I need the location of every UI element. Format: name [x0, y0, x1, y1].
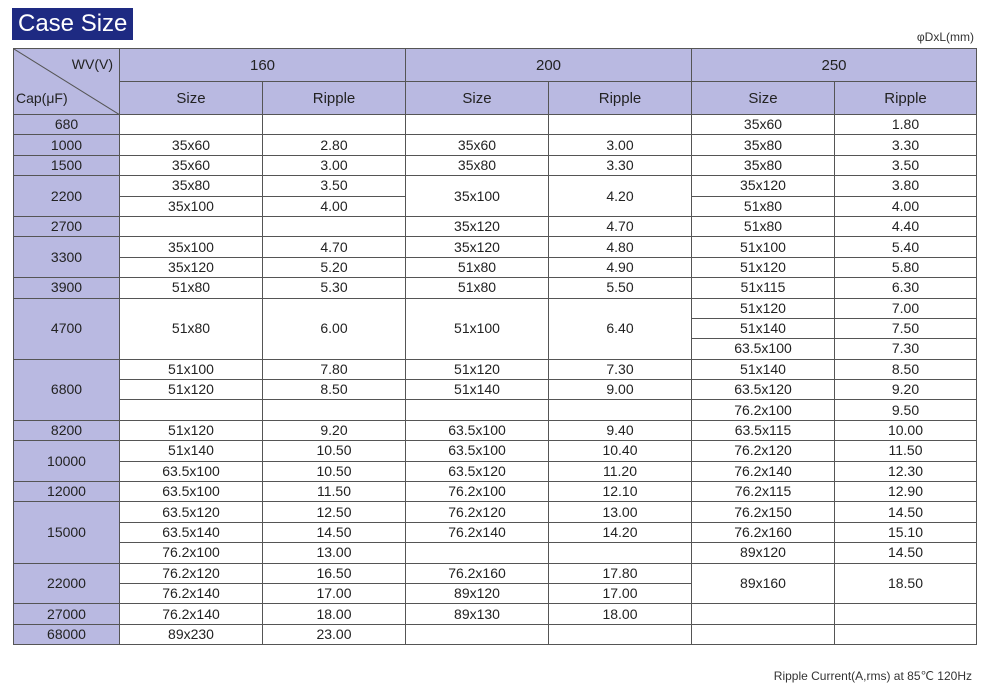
size-cell: 35x120 — [406, 237, 549, 257]
footer-note: Ripple Current(A,rms) at 85℃ 120Hz — [773, 669, 972, 683]
ripple-cell: 4.20 — [549, 176, 692, 217]
empty-cell — [549, 543, 692, 563]
ripple-cell: 9.20 — [263, 420, 406, 440]
size-cell: 35x80 — [692, 135, 835, 155]
ripple-cell: 10.00 — [835, 420, 977, 440]
unit-note: φDxL(mm) — [916, 30, 974, 44]
wv-label: WV(V) — [71, 56, 113, 72]
empty-cell — [263, 400, 406, 420]
empty-cell — [549, 400, 692, 420]
size-cell: 51x100 — [406, 298, 549, 359]
subheader-row — [14, 82, 977, 115]
table-row — [14, 563, 977, 583]
ripple-cell: 7.30 — [549, 359, 692, 379]
size-cell: 51x120 — [120, 380, 263, 400]
cap-cell: 2700 — [14, 216, 120, 236]
table-row — [14, 420, 977, 440]
ripple-cell: 14.50 — [835, 543, 977, 563]
size-cell: 63.5x100 — [120, 482, 263, 502]
ripple-cell: 3.30 — [549, 155, 692, 175]
ripple-header: Ripple — [835, 82, 977, 115]
cap-cell: 12000 — [14, 482, 120, 502]
table-row — [14, 380, 977, 400]
cap-cell: 3900 — [14, 278, 120, 298]
empty-cell — [120, 400, 263, 420]
size-cell: 51x140 — [120, 441, 263, 461]
ripple-header: Ripple — [263, 82, 406, 115]
ripple-cell: 7.00 — [835, 298, 977, 318]
size-cell: 76.2x120 — [120, 563, 263, 583]
table-row — [14, 237, 977, 257]
size-cell: 89x130 — [406, 604, 549, 624]
size-cell: 35x100 — [120, 237, 263, 257]
ripple-cell: 3.50 — [835, 155, 977, 175]
size-cell: 35x100 — [120, 196, 263, 216]
size-cell: 51x120 — [692, 298, 835, 318]
ripple-cell: 5.50 — [549, 278, 692, 298]
empty-cell — [692, 624, 835, 644]
size-cell: 35x60 — [120, 155, 263, 175]
ripple-cell: 6.00 — [263, 298, 406, 359]
size-cell: 35x100 — [406, 176, 549, 217]
ripple-cell: 12.10 — [549, 482, 692, 502]
ripple-cell: 5.40 — [835, 237, 977, 257]
size-cell: 51x80 — [406, 278, 549, 298]
ripple-cell: 16.50 — [263, 563, 406, 583]
ripple-cell: 9.50 — [835, 400, 977, 420]
size-cell: 51x100 — [120, 359, 263, 379]
ripple-cell: 12.90 — [835, 482, 977, 502]
empty-cell — [549, 115, 692, 135]
table-row — [14, 278, 977, 298]
size-cell: 51x80 — [120, 298, 263, 359]
size-cell: 51x140 — [692, 318, 835, 338]
size-cell: 63.5x140 — [120, 522, 263, 542]
table-row — [14, 400, 977, 420]
table-row — [14, 543, 977, 563]
size-cell: 63.5x100 — [406, 441, 549, 461]
ripple-header: Ripple — [549, 82, 692, 115]
size-cell: 35x120 — [406, 216, 549, 236]
ripple-cell: 9.40 — [549, 420, 692, 440]
ripple-cell: 15.10 — [835, 522, 977, 542]
ripple-cell: 18.50 — [835, 563, 977, 604]
ripple-cell: 4.70 — [263, 237, 406, 257]
size-cell: 63.5x120 — [120, 502, 263, 522]
ripple-cell: 17.80 — [549, 563, 692, 583]
size-cell: 51x140 — [692, 359, 835, 379]
size-cell: 51x80 — [406, 257, 549, 277]
table-row — [14, 257, 977, 277]
empty-cell — [835, 624, 977, 644]
size-cell: 35x80 — [692, 155, 835, 175]
table-body — [14, 115, 977, 645]
ripple-cell: 13.00 — [549, 502, 692, 522]
size-cell: 51x120 — [406, 359, 549, 379]
cap-cell: 10000 — [14, 441, 120, 482]
ripple-cell: 6.30 — [835, 278, 977, 298]
ripple-cell: 13.00 — [263, 543, 406, 563]
table-row — [14, 482, 977, 502]
cap-label: Cap(μF) — [16, 90, 68, 106]
ripple-cell: 11.20 — [549, 461, 692, 481]
ripple-cell: 6.40 — [549, 298, 692, 359]
page-title: Case Size — [12, 8, 133, 40]
size-cell: 89x120 — [692, 543, 835, 563]
size-cell: 63.5x100 — [406, 420, 549, 440]
size-cell: 51x120 — [120, 420, 263, 440]
ripple-cell: 11.50 — [835, 441, 977, 461]
size-cell: 51x140 — [406, 380, 549, 400]
size-cell: 76.2x160 — [406, 563, 549, 583]
size-cell: 76.2x140 — [120, 604, 263, 624]
ripple-cell: 4.90 — [549, 257, 692, 277]
empty-cell — [549, 624, 692, 644]
ripple-cell: 3.30 — [835, 135, 977, 155]
size-cell: 76.2x140 — [692, 461, 835, 481]
ripple-cell: 17.00 — [263, 583, 406, 603]
table-row — [14, 298, 977, 318]
table-row — [14, 176, 977, 196]
size-cell: 76.2x100 — [692, 400, 835, 420]
size-cell: 35x60 — [692, 115, 835, 135]
ripple-cell: 10.50 — [263, 461, 406, 481]
ripple-cell: 9.00 — [549, 380, 692, 400]
ripple-cell: 18.00 — [549, 604, 692, 624]
cap-cell: 27000 — [14, 604, 120, 624]
ripple-cell: 23.00 — [263, 624, 406, 644]
size-header: Size — [692, 82, 835, 115]
size-cell: 51x115 — [692, 278, 835, 298]
ripple-cell: 5.30 — [263, 278, 406, 298]
size-cell: 76.2x115 — [692, 482, 835, 502]
ripple-cell: 4.00 — [263, 196, 406, 216]
ripple-cell: 10.40 — [549, 441, 692, 461]
cap-cell: 8200 — [14, 420, 120, 440]
table-row — [14, 359, 977, 379]
size-cell: 35x120 — [692, 176, 835, 196]
size-header: Size — [120, 82, 263, 115]
ripple-cell: 3.00 — [549, 135, 692, 155]
ripple-cell: 4.80 — [549, 237, 692, 257]
case-size-table — [13, 48, 977, 645]
size-cell: 76.2x100 — [120, 543, 263, 563]
voltage-header-row — [14, 49, 977, 82]
size-cell: 51x80 — [692, 196, 835, 216]
cap-cell: 1500 — [14, 155, 120, 175]
size-cell: 35x80 — [120, 176, 263, 196]
size-cell: 76.2x100 — [406, 482, 549, 502]
ripple-cell: 18.00 — [263, 604, 406, 624]
empty-cell — [692, 604, 835, 624]
size-cell: 89x120 — [406, 583, 549, 603]
ripple-cell: 5.20 — [263, 257, 406, 277]
size-cell: 76.2x160 — [692, 522, 835, 542]
cap-cell: 22000 — [14, 563, 120, 604]
ripple-cell: 3.00 — [263, 155, 406, 175]
ripple-cell: 8.50 — [263, 380, 406, 400]
voltage-header-250: 250 — [692, 49, 977, 82]
size-cell: 35x60 — [120, 135, 263, 155]
ripple-cell: 4.40 — [835, 216, 977, 236]
ripple-cell: 3.80 — [835, 176, 977, 196]
cap-cell: 680 — [14, 115, 120, 135]
ripple-cell: 3.50 — [263, 176, 406, 196]
table-row — [14, 461, 977, 481]
ripple-cell: 17.00 — [549, 583, 692, 603]
size-cell: 51x80 — [692, 216, 835, 236]
table-row — [14, 604, 977, 624]
empty-cell — [263, 115, 406, 135]
cap-cell: 6800 — [14, 359, 120, 420]
ripple-cell: 9.20 — [835, 380, 977, 400]
empty-cell — [120, 115, 263, 135]
size-cell: 35x60 — [406, 135, 549, 155]
size-cell: 89x230 — [120, 624, 263, 644]
empty-cell — [263, 216, 406, 236]
table-row — [14, 624, 977, 644]
ripple-cell: 4.00 — [835, 196, 977, 216]
ripple-cell: 11.50 — [263, 482, 406, 502]
size-cell: 51x100 — [692, 237, 835, 257]
table-row — [14, 522, 977, 542]
ripple-cell: 7.80 — [263, 359, 406, 379]
size-cell: 76.2x120 — [406, 502, 549, 522]
size-cell: 51x120 — [692, 257, 835, 277]
ripple-cell: 14.50 — [835, 502, 977, 522]
empty-cell — [406, 624, 549, 644]
cap-cell: 68000 — [14, 624, 120, 644]
size-cell: 76.2x150 — [692, 502, 835, 522]
size-cell: 76.2x140 — [406, 522, 549, 542]
ripple-cell: 5.80 — [835, 257, 977, 277]
size-cell: 63.5x115 — [692, 420, 835, 440]
size-cell: 63.5x100 — [692, 339, 835, 359]
table-row — [14, 155, 977, 175]
ripple-cell: 1.80 — [835, 115, 977, 135]
ripple-cell: 12.30 — [835, 461, 977, 481]
table-row — [14, 502, 977, 522]
size-cell: 63.5x120 — [406, 461, 549, 481]
corner-header — [14, 49, 120, 115]
ripple-cell: 7.30 — [835, 339, 977, 359]
empty-cell — [835, 604, 977, 624]
ripple-cell: 4.70 — [549, 216, 692, 236]
table-row — [14, 441, 977, 461]
ripple-cell: 14.50 — [263, 522, 406, 542]
size-cell: 76.2x120 — [692, 441, 835, 461]
cap-cell: 3300 — [14, 237, 120, 278]
table-row — [14, 216, 977, 236]
voltage-header-160: 160 — [120, 49, 406, 82]
cap-cell: 4700 — [14, 298, 120, 359]
cap-cell: 1000 — [14, 135, 120, 155]
size-header: Size — [406, 82, 549, 115]
ripple-cell: 7.50 — [835, 318, 977, 338]
empty-cell — [406, 115, 549, 135]
table-row — [14, 115, 977, 135]
table-row — [14, 135, 977, 155]
size-cell: 51x80 — [120, 278, 263, 298]
empty-cell — [406, 400, 549, 420]
size-cell: 35x80 — [406, 155, 549, 175]
empty-cell — [120, 216, 263, 236]
cap-cell: 2200 — [14, 176, 120, 217]
ripple-cell: 14.20 — [549, 522, 692, 542]
size-cell: 89x160 — [692, 563, 835, 604]
cap-cell: 15000 — [14, 502, 120, 563]
size-cell: 76.2x140 — [120, 583, 263, 603]
ripple-cell: 8.50 — [835, 359, 977, 379]
size-cell: 63.5x100 — [120, 461, 263, 481]
ripple-cell: 2.80 — [263, 135, 406, 155]
empty-cell — [406, 543, 549, 563]
size-cell: 63.5x120 — [692, 380, 835, 400]
voltage-header-200: 200 — [406, 49, 692, 82]
size-cell: 35x120 — [120, 257, 263, 277]
ripple-cell: 12.50 — [263, 502, 406, 522]
ripple-cell: 10.50 — [263, 441, 406, 461]
